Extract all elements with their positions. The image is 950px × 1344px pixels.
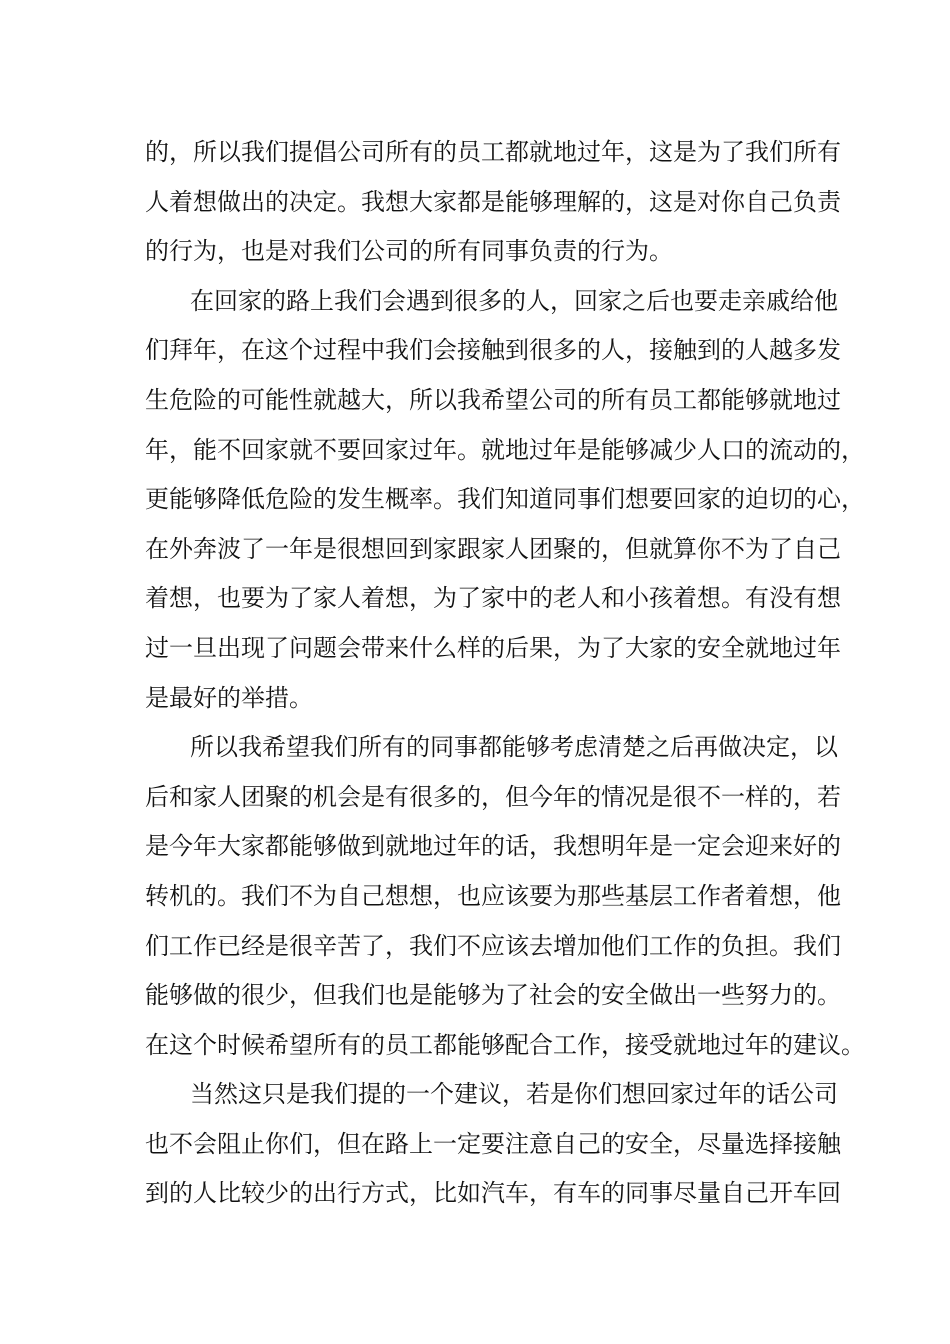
text-line: 在这个时候希望所有的员工都能够配合工作，接受就地过年的建议。	[145, 1030, 865, 1059]
text-line: 后和家人团聚的机会是有很多的，但今年的情况是很不一样的，若	[145, 782, 841, 811]
text-line: 能够做的很少，但我们也是能够为了社会的安全做出一些努力的。	[145, 981, 841, 1010]
text-line: 生危险的可能性就越大，所以我希望公司的所有员工都能够就地过	[145, 385, 841, 414]
text-line: 们拜年，在这个过程中我们会接触到很多的人，接触到的人越多发	[145, 336, 841, 365]
text-line: 所以我希望我们所有的同事都能够考虑清楚之后再做决定，以	[190, 733, 838, 762]
text-line: 也不会阻止你们，但在路上一定要注意自己的安全，尽量选择接触	[145, 1129, 841, 1158]
text-line: 在回家的路上我们会遇到很多的人，回家之后也要走亲戚给他	[190, 286, 838, 315]
text-line: 年，能不回家就不要回家过年。就地过年是能够减少人口的流动的，	[145, 435, 865, 464]
text-line: 的，所以我们提倡公司所有的员工都就地过年，这是为了我们所有	[145, 138, 841, 166]
text-line: 的行为，也是对我们公司的所有同事负责的行为。	[145, 237, 673, 266]
text-line: 当然这只是我们提的一个建议，若是你们想回家过年的话公司	[190, 1080, 838, 1109]
text-line: 更能够降低危险的发生概率。我们知道同事们想要回家的迫切的心，	[145, 485, 865, 514]
text-line: 到的人比较少的出行方式，比如汽车，有车的同事尽量自己开车回	[145, 1179, 841, 1208]
text-line: 是今年大家都能够做到就地过年的话，我想明年是一定会迎来好的	[145, 832, 841, 861]
body-text	[145, 128, 865, 1219]
text-line: 在外奔波了一年是很想回到家跟家人团聚的，但就算你不为了自己	[145, 534, 841, 563]
text-line: 人着想做出的决定。我想大家都是能够理解的，这是对你自己负责	[145, 187, 841, 216]
text-line: 着想，也要为了家人着想，为了家中的老人和小孩着想。有没有想	[145, 584, 841, 613]
text-line: 们工作已经是很辛苦了，我们不应该去增加他们工作的负担。我们	[145, 931, 841, 960]
text-line: 转机的。我们不为自己想想，也应该要为那些基层工作者着想，他	[145, 881, 841, 910]
text-line: 过一旦出现了问题会带来什么样的后果，为了大家的安全就地过年	[145, 633, 841, 662]
text-line: 是最好的举措。	[145, 683, 313, 712]
